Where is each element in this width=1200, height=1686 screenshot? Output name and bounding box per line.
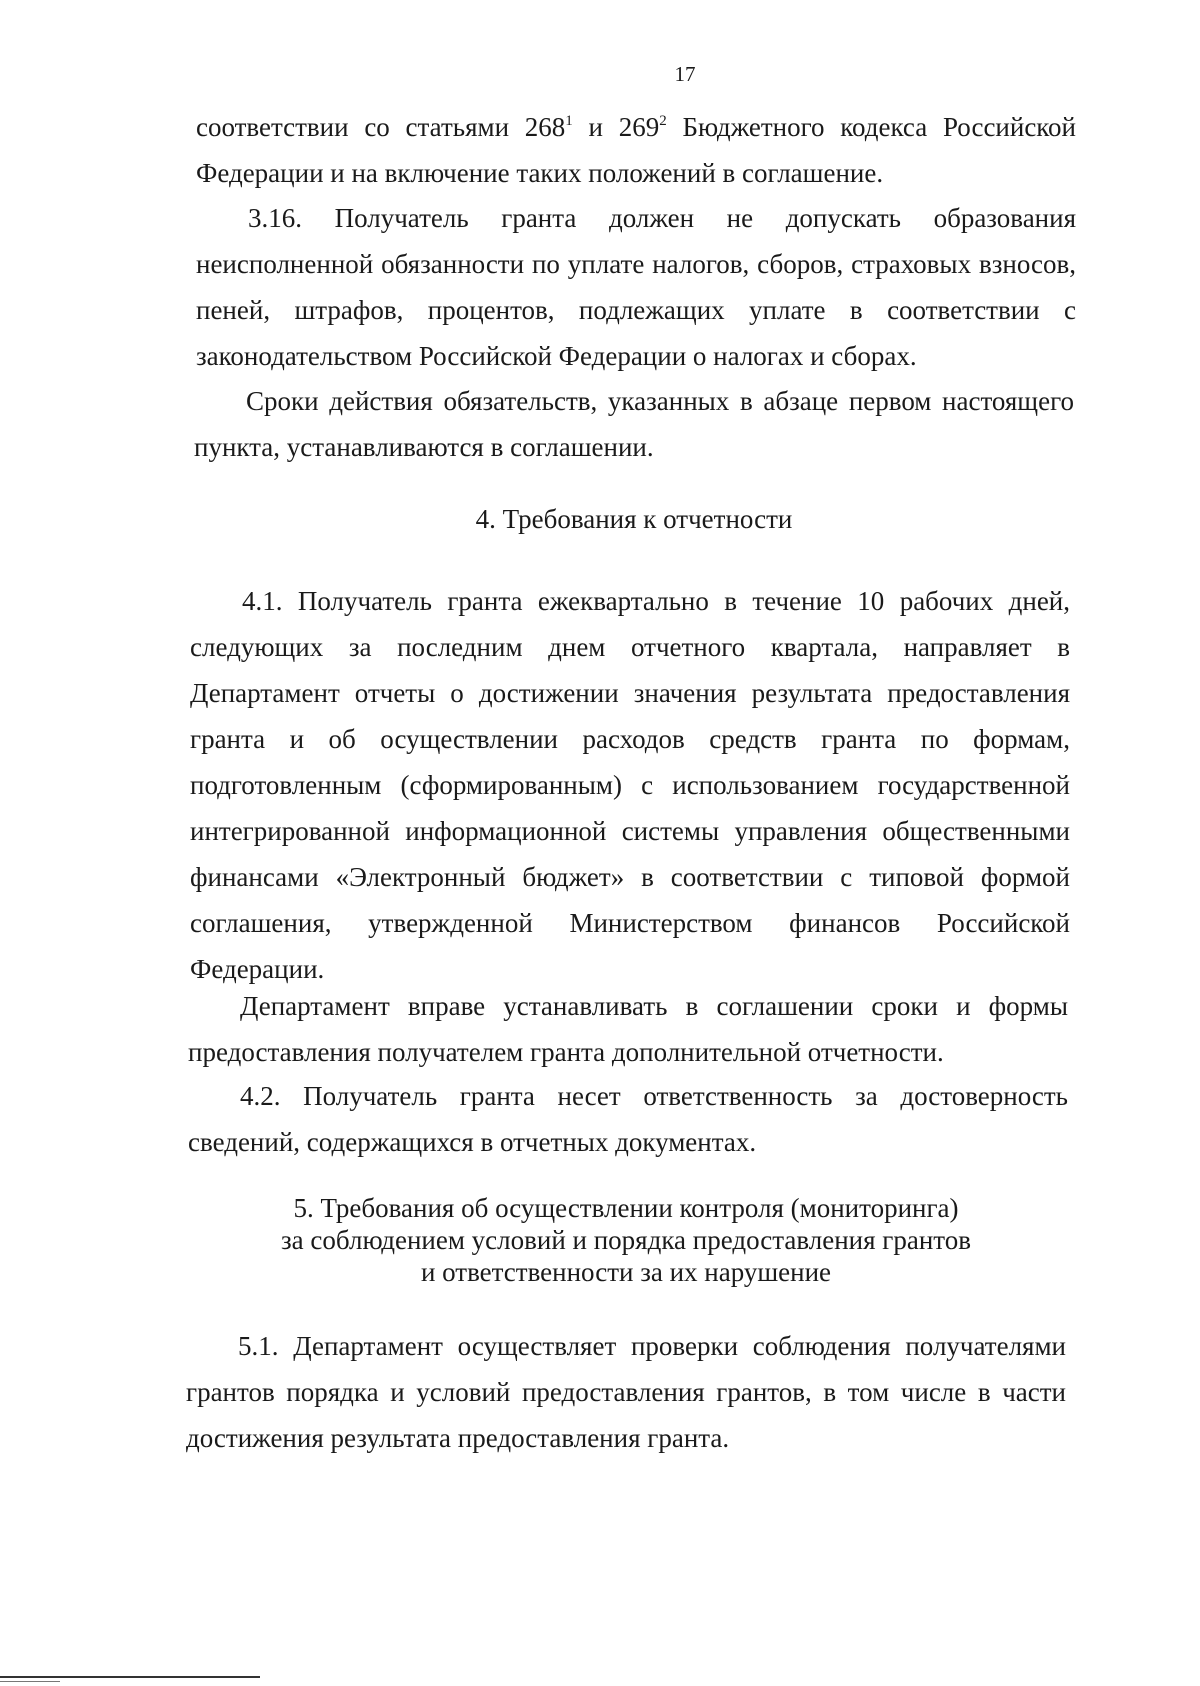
paragraph-3-16: 3.16. Получатель гранта должен не допускать образования неисполненной обязанности по уплате налогов, сборов, страховых взносов, пеней, штрафов, процентов, подлежащих уплате в соответствии с законодательством Российской Федерации о налогах и сборах. (196, 203, 1076, 371)
paragraph-text: соответствии со статьями 268 (196, 112, 566, 142)
section-4-heading: 4. Требования к отчетности (475, 504, 793, 534)
paragraph-5-1: 5.1. Департамент осуществляет проверки соблюдения получателями грантов порядка и условий предоставления грантов, в том числе в части достижения результата предоставления гранта. (186, 1331, 1066, 1453)
superscript: 1 (565, 113, 573, 129)
paragraph-budget-code-reference (196, 104, 1076, 196)
bottom-rule (0, 1676, 260, 1678)
section-5-heading (186, 1192, 1066, 1288)
page-number: 17 (674, 62, 696, 86)
paragraph-additional-reporting: Департамент вправе устанавливать в соглашении сроки и формы предоставления получателем гранта дополнительной отчетности. (188, 991, 1068, 1067)
paragraph-obligation-terms: Сроки действия обязательств, указанных в абзаце первом настоящего пункта, устанавливаются в соглашении. (194, 386, 1074, 462)
section-5-heading-line: 5. Требования об осуществлении контроля (мониторинга) (293, 1193, 959, 1223)
paragraph-text: и 269 (572, 112, 660, 142)
superscript: 2 (659, 113, 667, 129)
paragraph-text: Бюджетного кодекса Российской Федерации и на включение таких положений в соглашение. (196, 112, 1077, 188)
bottom-rule-short (0, 1681, 60, 1682)
paragraph-4-1: 4.1. Получатель гранта ежеквартально в течение 10 рабочих дней, следующих за последним днем отчетного квартала, направляет в Департамент отчеты о достижении значения результата предоставления гранта и об осуществлении расходов средств гранта по формам, подготовленным (сформированным) с использованием государственной интегрированной информационной системы управления общественными финансами «Электронный бюджет» в соответствии с типовой формой соглашения, утвержденной Министерством финансов Российской Федерации. (190, 586, 1070, 984)
paragraph-4-2: 4.2. Получатель гранта несет ответственность за достоверность сведений, содержащихся в отчетных документах. (188, 1081, 1068, 1157)
section-5-heading-line: за соблюдением условий и порядка предоставления грантов (281, 1225, 971, 1255)
section-5-heading-line: и ответственности за их нарушение (420, 1257, 832, 1287)
